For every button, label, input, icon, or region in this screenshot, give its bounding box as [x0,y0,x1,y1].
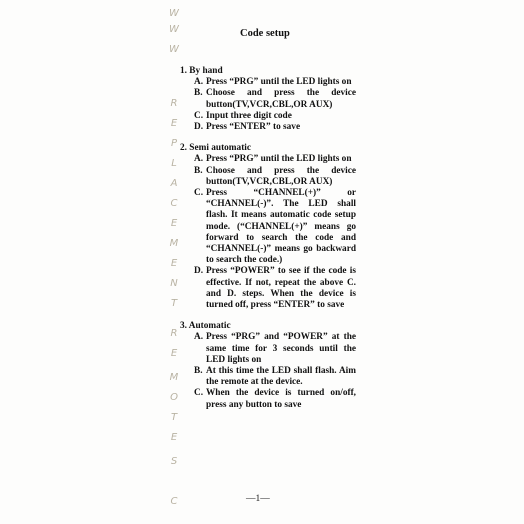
step-item [180,88,356,110]
step-label: C. [194,388,204,399]
step-text: Press “ENTER” to save [206,122,301,133]
step-item [180,266,356,311]
step-label: A. [194,332,204,343]
side-letter: N [170,278,178,289]
side-letter: W [169,44,179,55]
step-text: Press “PRG” and “POWER” at the same time for 3 seconds until the LED lights on [206,332,356,365]
step-label: B. [194,366,203,377]
side-letter: E [170,118,178,129]
section-by-hand [180,66,356,133]
instructions-body [180,66,356,421]
step-text: When the device is turned on/off, press any button to save [206,388,356,410]
side-letter: R [170,328,178,339]
step-item [180,388,356,410]
side-letter: T [170,412,178,423]
step-label: D. [194,122,204,133]
page-number: —1— [246,494,270,504]
side-letter: P [170,138,178,149]
side-letter: E [170,348,178,359]
side-letter: M [169,372,179,383]
step-text: Press “PRG” until the LED lights on [206,77,352,88]
section-heading: 2. Semi automatic [180,143,252,154]
step-item [180,154,356,165]
step-text: Choose and press the device button(TV,VCR,CBL,OR AUX) [206,88,356,110]
step-label: B. [194,165,203,176]
section-heading: 3. Automatic [180,321,231,332]
side-letter: E [170,218,178,229]
step-item [180,111,356,122]
side-letter: W [169,24,179,35]
step-text: Choose and press the device button(TV,VCR,CBL,OR AUX) [206,165,356,187]
side-letter: C [170,496,178,507]
side-letter: W [169,8,179,19]
step-label: D. [194,266,204,277]
step-text: At this time the LED shall flash. Aim the remote at the device. [206,366,356,388]
side-letter: R [170,98,178,109]
step-item [180,188,356,266]
step-item [180,122,356,133]
section-heading: 1. By hand [180,66,223,76]
step-label: C. [194,188,204,199]
side-letter: C [170,198,178,209]
step-label: C. [194,110,204,121]
side-letter: T [170,298,178,309]
section-semi-automatic [180,143,356,311]
side-letter: S [170,456,178,467]
step-label: A. [194,154,204,165]
step-item [180,166,356,188]
side-letter: A [170,178,178,189]
step-text: Press “PRG” until the LED lights on [206,154,352,165]
page-title: Code setup [240,28,290,39]
side-letter: L [171,158,177,169]
side-letter: O [170,392,178,403]
step-text: Input three digit code [206,110,292,121]
side-letter: E [170,258,178,269]
step-label: B. [194,88,203,99]
step-label: A. [194,77,204,88]
step-text: Press “CHANNEL(+)” or “CHANNEL(-)”. The LED shall flash. It means automatic code setup mode. (“CHANNEL(+)” means go forward to search the code and “CHANNEL(-)” means go backward to search the code.) [206,188,356,266]
step-text: Press “POWER” to see if the code is effective. If not, repeat the above C. and D. steps. When the device is turned off, press “ENTER” to save [206,266,356,311]
side-letter: E [170,432,178,443]
section-automatic [180,321,356,411]
side-letter: M [169,238,179,249]
step-item [180,77,356,88]
step-item [180,366,356,388]
step-item [180,332,356,366]
